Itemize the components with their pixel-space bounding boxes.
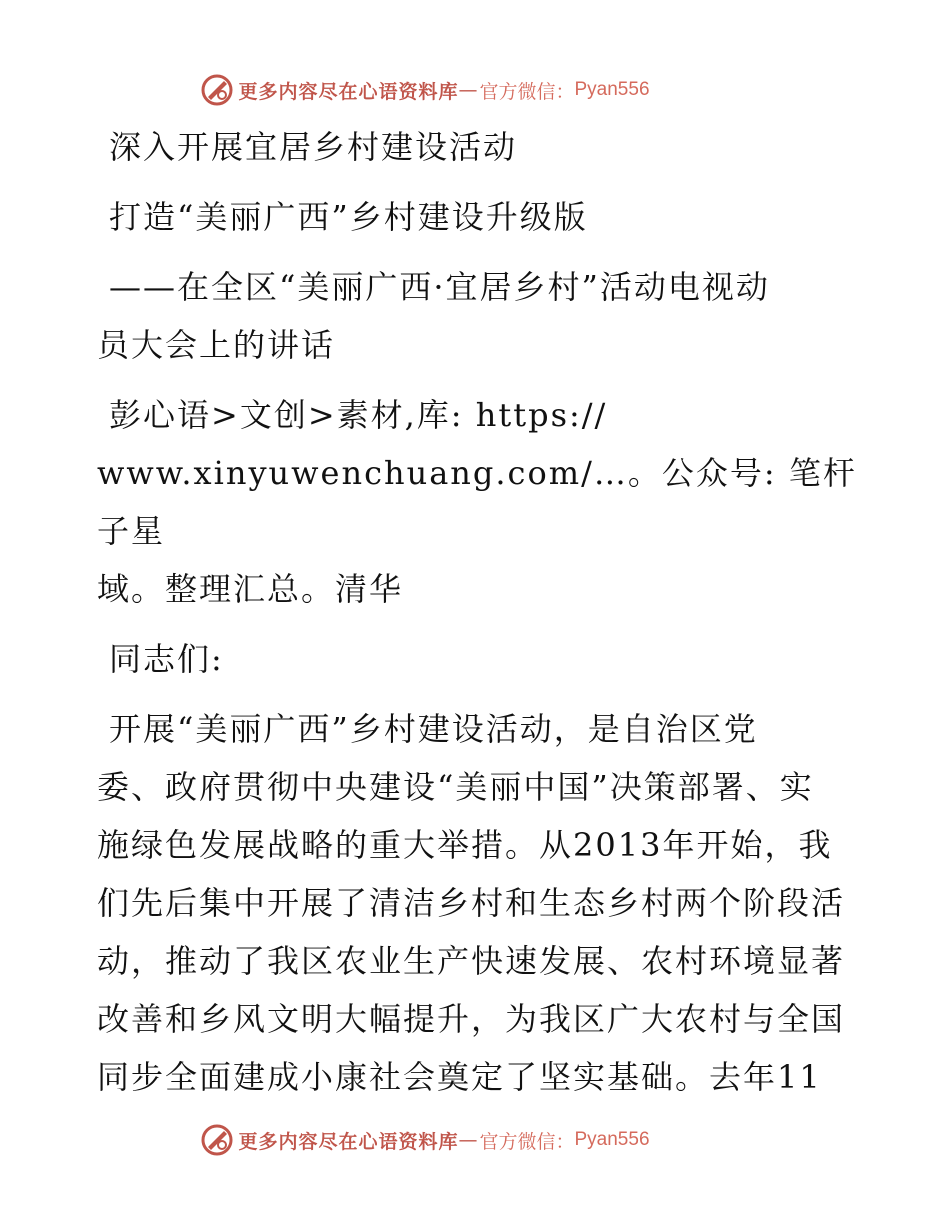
watermark-site: 更多内容尽在心语资料库 (238, 1130, 459, 1153)
subtitle-line-2: 员大会上的讲话 (97, 326, 336, 364)
watermark-wechat-label: 官方微信： (479, 80, 575, 103)
footer-watermark (0, 1120, 950, 1160)
greeting: 同志们: (109, 640, 224, 678)
body-line: 同步全面建成小康社会奠定了坚实基础。去年11 (97, 1058, 822, 1096)
body-line: 开展“美丽广西”乡村建设活动，是自治区党 (109, 710, 758, 748)
watermark-dash: — (458, 79, 478, 101)
title-line-2: 打造“美丽广西”乡村建设升级版 (109, 198, 588, 236)
watermark-wechat-label: 官方微信： (479, 1130, 575, 1153)
brand-logo-icon (200, 73, 234, 107)
document-body (97, 118, 857, 1106)
watermark-dash: — (458, 1129, 478, 1151)
brand-logo-icon (200, 1123, 234, 1157)
source-line-3: 域。整理汇总。清华 (97, 570, 404, 608)
watermark-site: 更多内容尽在心语资料库 (238, 80, 459, 103)
watermark-wechat-account: Pyan556 (574, 79, 650, 100)
title-line-1: 深入开展宜居乡村建设活动 (109, 128, 518, 166)
source-line-1: 彭心语>文创>素材,库: https:// (109, 396, 608, 434)
body-line: 委、政府贯彻中央建设“美丽中国”决策部署、实 (97, 768, 814, 806)
body-line: 动，推动了我区农业生产快速发展、农村环境显著 (97, 942, 846, 980)
body-line: 改善和乡风文明大幅提升，为我区广大农村与全国 (97, 1000, 846, 1038)
subtitle-line-1: ——在全区“美丽广西·宜居乡村”活动电视动 (109, 268, 770, 306)
header-watermark (0, 70, 950, 110)
source-line-2: www.xinyuwenchuang.com/…。公众号: 笔杆子星 (97, 454, 857, 550)
body-line: 们先后集中开展了清洁乡村和生态乡村两个阶段活 (97, 884, 846, 922)
watermark-wechat-account: Pyan556 (574, 1129, 650, 1150)
body-line: 施绿色发展战略的重大举措。从2013年开始，我 (97, 826, 833, 864)
